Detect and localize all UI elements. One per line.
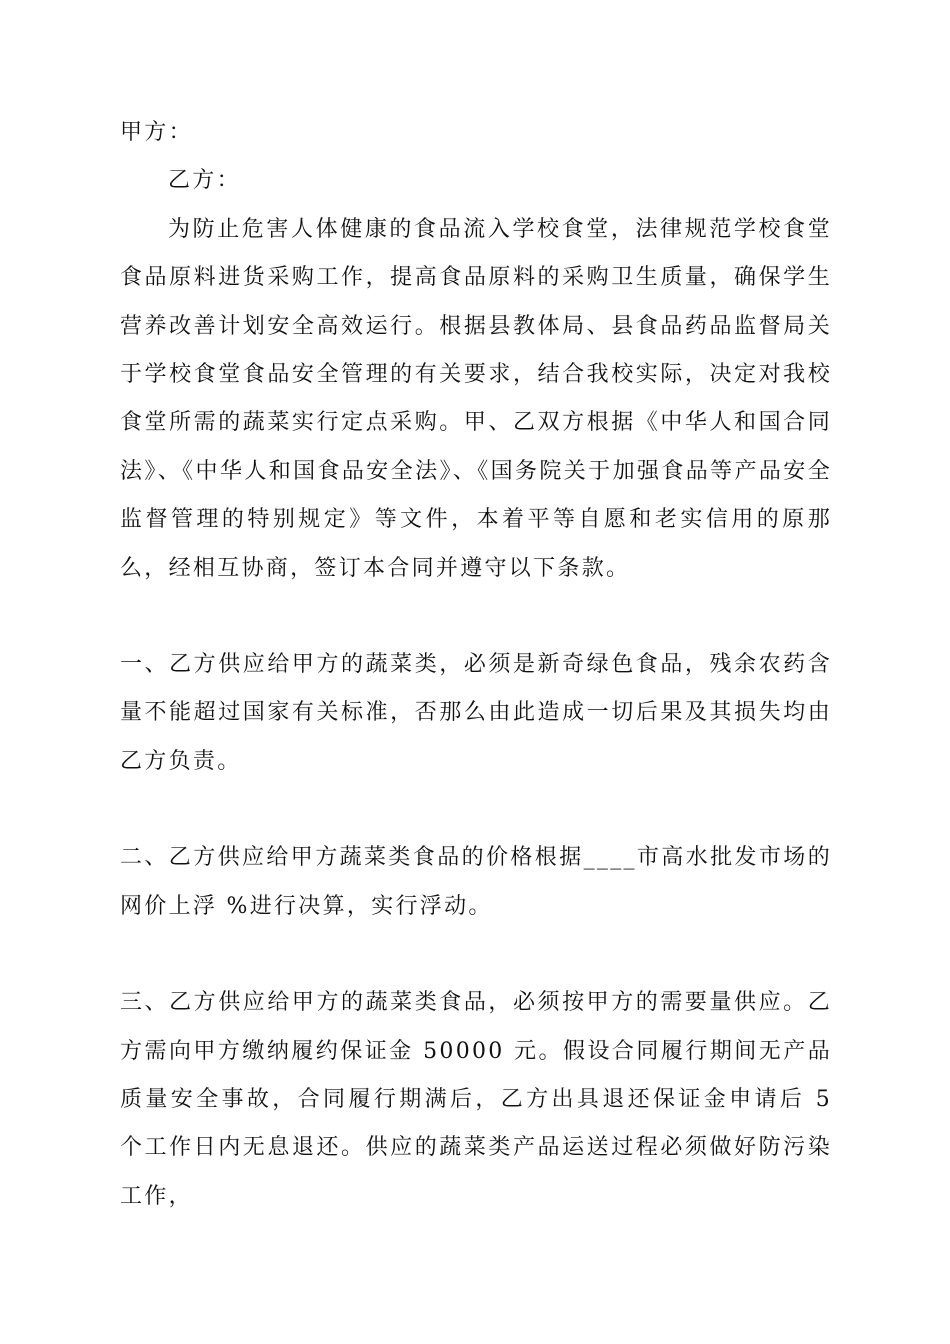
clause-1-paragraph: 一、乙方供应给甲方的蔬菜类，必须是新奇绿色食品，残余农药含量不能超过国家有关标准，否那么由此造成一切后果及其损失均由乙方负责。 (120, 652, 832, 774)
party-b-label: 乙方： (168, 168, 241, 194)
clause-3-paragraph: 三、乙方供应给甲方的蔬菜类食品，必须按甲方的需要量供应。乙方需向甲方缴纳履约保证金 50000 元。假设合同履行期间无产品质量安全事故，合同履行期满后，乙方出具退还保证金申请后 5 个工作日内无息退还。供应的蔬菜类产品运送过程必须做好防污染工作， (120, 990, 832, 1209)
clause-2-paragraph: 二、乙方供应给甲方蔬菜类食品的价格根据____市高水批发市场的网价上浮 %进行决算，实行浮动。 (120, 845, 832, 919)
document-body (120, 109, 832, 1221)
intro-paragraph: 为防止危害人体健康的食品流入学校食堂，法律规范学校食堂食品原料进货采购工作，提高食品原料的采购卫生质量，确保学生营养改善计划安全高效运行。根据县教体局、县食品药品监督局关于学校食堂食品安全管理的有关要求，结合我校实际，决定对我校食堂所需的蔬菜实行定点采购。甲、乙双方根据《中华人和国合同法》、《中华人和国食品安全法》、《国务院关于加强食品等产品安全监督管理的特别规定》等文件，本着平等自愿和老实信用的原那么，经相互协商，签订本合同并遵守以下条款。 (120, 216, 832, 581)
party-a-label: 甲方： (120, 120, 193, 145)
